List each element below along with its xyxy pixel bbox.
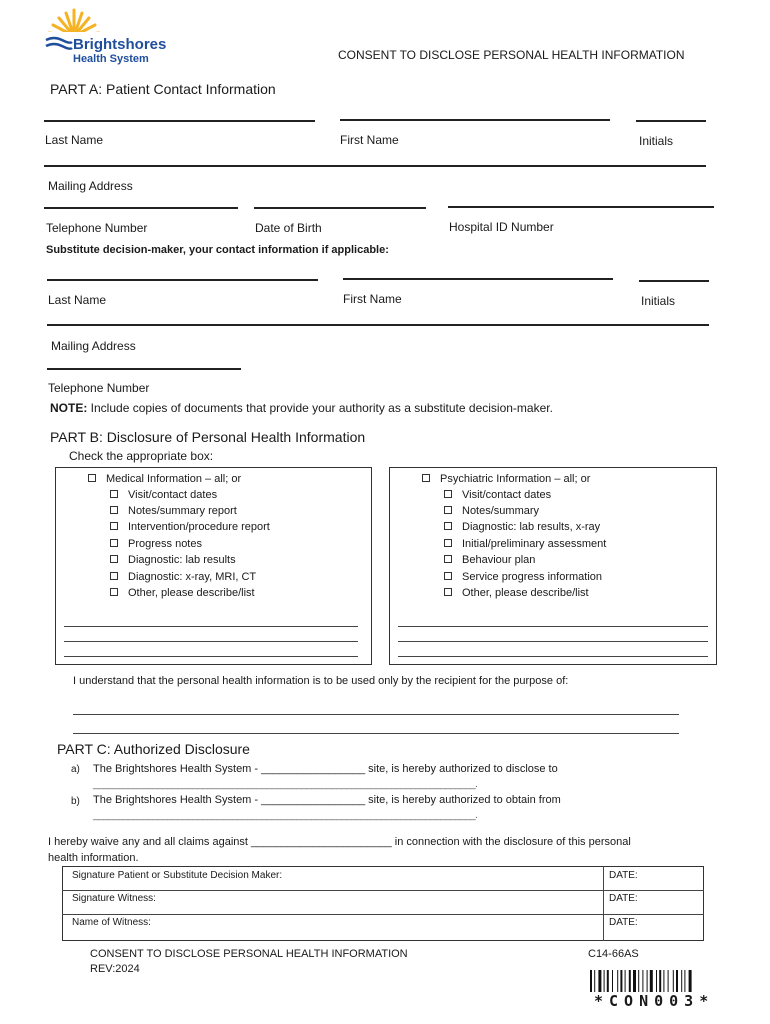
option-label: Initial/preliminary assessment: [462, 538, 607, 550]
sub-initials-label: Initials: [641, 294, 676, 308]
psychiatric-describe-line[interactable]: [398, 626, 708, 627]
option-label: Other, please describe/list: [462, 587, 589, 599]
footer-rev: REV:2024: [90, 963, 140, 975]
part-b-heading: PART B: Disclosure of Personal Health Information: [50, 429, 366, 445]
first-name-label: First Name: [340, 133, 399, 147]
medical-all-label: Medical Information – all; or: [106, 473, 242, 485]
barcode-bar: [620, 970, 622, 992]
barcode-bar: [604, 970, 605, 992]
barcode-bar: [668, 970, 669, 992]
medical-item[interactable]: [110, 538, 202, 550]
barcode-bar: [689, 970, 692, 992]
option-label: Visit/contact dates: [128, 489, 218, 501]
psychiatric-describe-line[interactable]: [398, 641, 708, 642]
table-col-divider: [603, 866, 604, 941]
checkbox[interactable]: [422, 474, 430, 482]
barcode-bar: [633, 970, 636, 992]
option-label: Progress notes: [128, 538, 202, 550]
date-cell[interactable]: DATE:: [609, 917, 638, 928]
dob-line: [254, 207, 426, 209]
psychiatric-item[interactable]: [444, 571, 602, 583]
clause-a-blank[interactable]: _____________________________________________________________________________.: [93, 779, 478, 790]
barcode-bar: [676, 970, 678, 992]
sub-telephone-label: Telephone Number: [48, 381, 150, 395]
checkbox[interactable]: [110, 490, 118, 498]
checkbox[interactable]: [88, 474, 96, 482]
psychiatric-all-option[interactable]: [422, 473, 590, 485]
initials-line: [636, 120, 706, 122]
psychiatric-item[interactable]: [444, 505, 539, 517]
purpose-statement: I understand that the personal health information is to be used only by the recipient for the purpose of:: [73, 675, 569, 687]
checkbox[interactable]: [110, 506, 118, 514]
telephone-label: Telephone Number: [46, 221, 148, 235]
logo-line2: Health System: [73, 53, 149, 65]
checkbox[interactable]: [444, 588, 452, 596]
barcode-bar: [607, 970, 609, 992]
dob-label: Date of Birth: [255, 221, 322, 235]
option-label: Notes/summary: [462, 505, 540, 517]
medical-item[interactable]: [110, 571, 256, 583]
barcode-bar: [642, 970, 643, 992]
barcode-bar: [617, 970, 618, 992]
barcode-bar: [659, 970, 661, 992]
barcode-bar: [598, 970, 601, 992]
medical-item[interactable]: [110, 554, 236, 566]
option-label: Diagnostic: lab results: [128, 554, 236, 566]
barcode-bar: [673, 970, 674, 992]
clause-b-blank[interactable]: _____________________________________________________________________________.: [93, 810, 478, 821]
checkbox[interactable]: [110, 588, 118, 596]
sub-last-name-line: [47, 279, 318, 281]
sub-initials-line: [639, 280, 709, 282]
psychiatric-item[interactable]: [444, 521, 600, 533]
sub-mailing-address-line: [47, 324, 709, 326]
witness-name-cell[interactable]: Name of Witness:: [72, 917, 151, 928]
table-divider: [62, 914, 704, 915]
barcode-text: *CON003*: [594, 992, 715, 1010]
option-label: Behaviour plan: [462, 554, 536, 566]
psychiatric-item[interactable]: [444, 538, 606, 550]
checkbox[interactable]: [110, 572, 118, 580]
psychiatric-describe-line[interactable]: [398, 656, 708, 657]
logo-wave-icon: [44, 36, 74, 56]
first-name-line: [340, 119, 610, 121]
hospital-id-line: [448, 206, 714, 208]
barcode-icon: [590, 970, 718, 992]
sub-mailing-address-label: Mailing Address: [51, 339, 136, 353]
barcode-bar: [650, 970, 653, 992]
psychiatric-item[interactable]: [444, 554, 535, 566]
telephone-line: [44, 207, 238, 209]
signature-witness-cell[interactable]: Signature Witness:: [72, 893, 156, 904]
option-label: Service progress information: [462, 571, 603, 583]
mailing-address-line: [44, 165, 706, 167]
option-label: Other, please describe/list: [128, 587, 255, 599]
option-label: Diagnostic: x-ray, MRI, CT: [128, 571, 257, 583]
hospital-id-label: Hospital ID Number: [449, 220, 554, 234]
psychiatric-box: [389, 467, 717, 665]
option-label: Diagnostic: lab results, x-ray: [462, 521, 601, 533]
purpose-line[interactable]: [73, 733, 679, 734]
checkbox[interactable]: [110, 539, 118, 547]
medical-describe-line[interactable]: [64, 626, 358, 627]
sub-last-name-label: Last Name: [48, 293, 107, 307]
medical-item[interactable]: [110, 587, 255, 599]
footer-title: CONSENT TO DISCLOSE PERSONAL HEALTH INFORMATION: [90, 948, 408, 960]
checkbox[interactable]: [444, 572, 452, 580]
initials-label: Initials: [639, 134, 674, 148]
part-b-instruction: Check the appropriate box:: [69, 449, 214, 463]
barcode-bar: [612, 970, 613, 992]
psychiatric-item[interactable]: [444, 587, 589, 599]
date-cell[interactable]: DATE:: [609, 893, 638, 904]
sub-telephone-line: [47, 368, 241, 370]
part-c-heading: PART C: Authorized Disclosure: [57, 741, 250, 757]
clause-b-label: b): [71, 796, 80, 807]
checkbox[interactable]: [444, 506, 452, 514]
barcode-bar: [638, 970, 639, 992]
note-label: NOTE:: [50, 401, 88, 415]
waiver-line2: health information.: [48, 852, 139, 864]
checkbox[interactable]: [110, 522, 118, 530]
last-name-line: [44, 120, 315, 122]
barcode-bar: [684, 970, 685, 992]
part-a-heading: PART A: Patient Contact Information: [50, 81, 276, 97]
waiver-line1: I hereby waive any and all claims against _______________________ in connection with the disclosure of this personal: [48, 836, 631, 848]
form-code: C14-66AS: [588, 948, 639, 960]
clause-a-text: The Brightshores Health System - _________________ site, is hereby authorized to disclose to: [93, 763, 558, 775]
medical-describe-line[interactable]: [64, 641, 358, 642]
medical-all-option[interactable]: [88, 473, 241, 485]
option-label: Notes/summary report: [128, 505, 237, 517]
checkbox[interactable]: [110, 555, 118, 563]
last-name-label: Last Name: [45, 133, 104, 147]
checkbox[interactable]: [444, 522, 452, 530]
medical-item[interactable]: [110, 489, 217, 501]
checkbox[interactable]: [444, 539, 452, 547]
substitute-heading: Substitute decision-maker, your contact information if applicable:: [46, 244, 389, 256]
checkbox[interactable]: [444, 490, 452, 498]
date-cell[interactable]: DATE:: [609, 870, 638, 881]
checkbox[interactable]: [444, 555, 452, 563]
barcode-bar: [647, 970, 648, 992]
barcode-bar: [594, 970, 595, 992]
medical-item[interactable]: [110, 521, 270, 533]
option-label: Intervention/procedure report: [128, 521, 270, 533]
barcode-bar: [590, 970, 592, 992]
barcode-bar: [629, 970, 631, 992]
medical-describe-line[interactable]: [64, 656, 358, 657]
form-title: CONSENT TO DISCLOSE PERSONAL HEALTH INFORMATION: [338, 48, 685, 62]
logo-line1: Brightshores: [73, 36, 167, 53]
clause-a-label: a): [71, 764, 80, 775]
sub-first-name-line: [343, 278, 613, 280]
signature-patient-cell[interactable]: Signature Patient or Substitute Decision Maker:: [72, 870, 283, 881]
barcode-bar: [681, 970, 682, 992]
medical-item[interactable]: [110, 505, 237, 517]
table-divider: [62, 890, 704, 891]
barcode-bar: [663, 970, 664, 992]
barcode-bar: [656, 970, 657, 992]
psychiatric-all-label: Psychiatric Information – all; or: [440, 473, 591, 485]
sub-first-name-label: First Name: [343, 292, 402, 306]
note-text: Include copies of documents that provide your authority as a substitute decision-maker.: [87, 401, 553, 415]
substitute-note: [50, 401, 553, 415]
clause-b-text: The Brightshores Health System - _________________ site, is hereby authorized to obtain from: [93, 794, 561, 806]
mailing-address-label: Mailing Address: [48, 179, 133, 193]
purpose-line[interactable]: [73, 714, 679, 715]
logo: [44, 6, 184, 68]
option-label: Visit/contact dates: [462, 489, 552, 501]
psychiatric-item[interactable]: [444, 489, 551, 501]
barcode-bar: [625, 970, 626, 992]
